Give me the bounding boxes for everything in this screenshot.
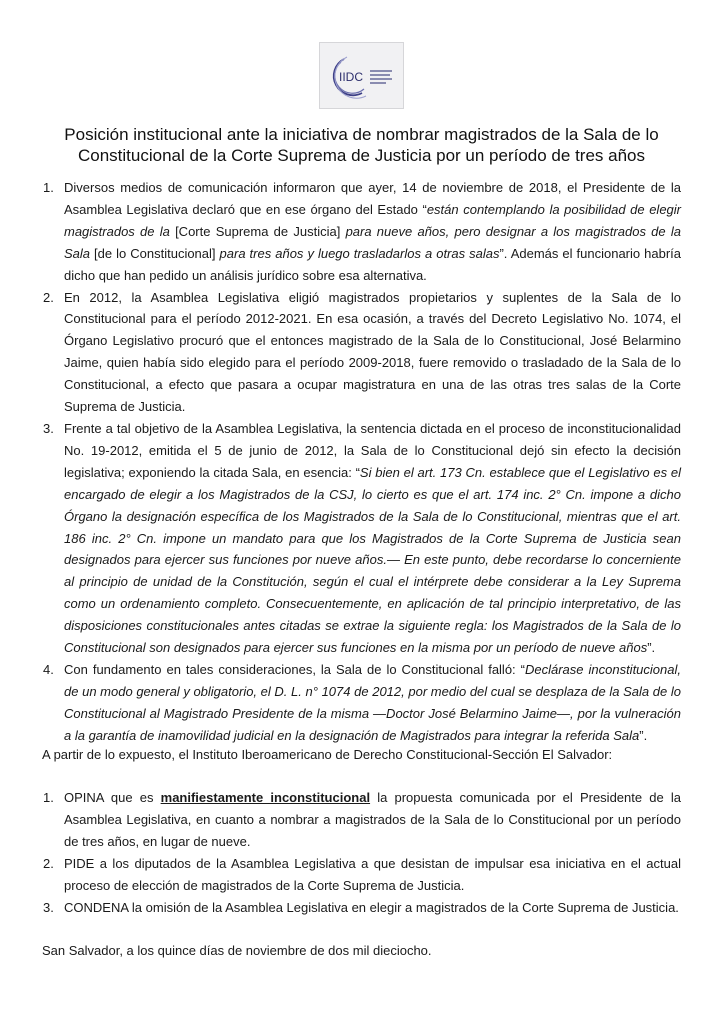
list-item <box>40 853 681 897</box>
list-item-number: 4. <box>43 661 54 677</box>
iidc-logo-icon <box>328 53 398 101</box>
body-text: [de lo Constitucional] <box>90 245 220 261</box>
list-item-number: 3. <box>43 899 54 915</box>
list-item <box>40 787 681 853</box>
list-item-number: 2. <box>43 289 54 305</box>
logo <box>319 42 404 109</box>
body-text: la propuesta comunicada por el Presidente de la Asamblea Legislativa, en cuanto a nombrar a magistrados de la Sala de lo Constitucional por un período de tres años, en lugar de nueve. <box>64 790 681 849</box>
list-item <box>40 177 681 287</box>
body-text: En 2012, la Asamblea Legislativa eligió magistrados propietarios y suplentes de la Sala de lo Constitucional para el período 2012-2021. En esa ocasión, a través del Decreto Legislativo No. 1074, el Órgano Legislativo procuró que el entonces magistrado de la Sala de lo Constitucional, José Belarmino Jaime, quien había sido elegido para el período 2009-2018, fuere removido o trasladado de la Sala de lo Constitucional, a efecto que pasara a ocupar magistratura en una de las otras tres salas de la Corte Suprema de Justicia. <box>64 289 681 415</box>
closing-line: San Salvador, a los quince días de noviembre de dos mil dieciocho. <box>42 943 432 958</box>
list-item <box>40 659 681 747</box>
quoted-text: Si bien el art. 173 Cn. establece que el Legislativo es el encargado de elegir a los Magistrados de la CSJ, lo cierto es que el art. 174 inc. 2° Cn. impone a dicho Órgano la designación específica de los Magistrados de la Sala de lo Constitucional, mientras que el art. 186 inc. 2° Cn. impone un mandato para que los Magistrados de la Corte Suprema de Justicia sean designados para ejercer sus funciones por nueve años.— En este punto, debe recordarse lo concerniente al principio de unidad de la Constitución, según el cual el intérprete debe considerar a la Ley Suprema como un ordenamiento completo. Consecuentemente, en aplicación de tal principio interpretativo, de las disposiciones constitucionales antes citadas se extrae la siguiente regla: los Magistrados de la Sala de lo Constitucional son designados para ejercer sus funciones en la misma por un período de nueve años <box>64 464 682 656</box>
body-text: [Corte Suprema de Justicia] <box>169 223 346 239</box>
body-text: Con fundamento en tales consideraciones, la Sala de lo Constitucional falló: “ <box>64 661 525 677</box>
body-text: ”. <box>647 640 656 656</box>
body-text: ”. <box>639 727 648 743</box>
quoted-text: para nueve años, pero designar a los magistrados de la Sala <box>64 223 681 261</box>
considerations-list <box>40 177 681 747</box>
quoted-text: están contemplando la posibilidad de elegir magistrados de la <box>64 201 681 239</box>
body-text: Frente a tal objetivo de la Asamblea Legislativa, la sentencia dictada en el proceso de inconstitucionalidad No. 19-2012, emitida el 5 de junio de 2012, la Sala de lo Constitucional dejó sin efecto la decisión legislativa; exponiendo la citada Sala, en esencia: “ <box>64 420 681 480</box>
quoted-text: Declárase inconstitucional, de un modo general y obligatorio, el D. L. n° 1074 de 2012, por medio del cual se desplaza de la Sala de lo Constitucional al Magistrado Presidente de la misma —Doctor José Belarmino Jaime—, por la vulneración a la garantía de inamovilidad judicial en la designación de Magistrados para integrar la referida Sala <box>64 661 681 743</box>
list-item-number: 1. <box>43 790 54 805</box>
list-item <box>40 287 681 418</box>
list-item-number: 1. <box>43 180 54 195</box>
body-text: PIDE a los diputados de la Asamblea Legislativa a que desistan de impulsar esa iniciativa en el actual proceso de elección de magistrados de la Corte Suprema de Justicia. <box>64 855 681 893</box>
body-text: OPINA que es <box>64 790 161 805</box>
document-title: Posición institucional ante la iniciativa de nombrar magistrados de la Sala de lo Constitucional de la Corte Suprema de Justicia por un período de tres años <box>64 125 659 165</box>
body-text: Diversos medios de comunicación informaron que ayer, 14 de noviembre de 2018, el Presidente de la Asamblea Legislativa declaró que en ese órgano del Estado “ <box>64 180 681 217</box>
quoted-text: para tres años y luego trasladarlos a otras salas <box>219 245 500 261</box>
list-item-number: 2. <box>43 855 54 871</box>
body-text: ”. Además el funcionario habría dicho que han pedido un análisis jurídico sobre esa alternativa. <box>64 245 681 283</box>
intro-paragraph: A partir de lo expuesto, el Instituto Iberoamericano de Derecho Constitucional-Sección El Salvador: <box>42 747 613 762</box>
emphasized-text: manifiestamente inconstitucional <box>160 790 371 805</box>
resolutions-list <box>40 787 681 918</box>
list-item <box>40 418 681 659</box>
list-item <box>40 897 681 919</box>
list-item-number: 3. <box>43 420 54 436</box>
logo-text: IIDC <box>339 70 363 84</box>
body-text: CONDENA la omisión de la Asamblea Legislativa en elegir a magistrados de la Corte Suprema de Justicia. <box>64 899 679 915</box>
